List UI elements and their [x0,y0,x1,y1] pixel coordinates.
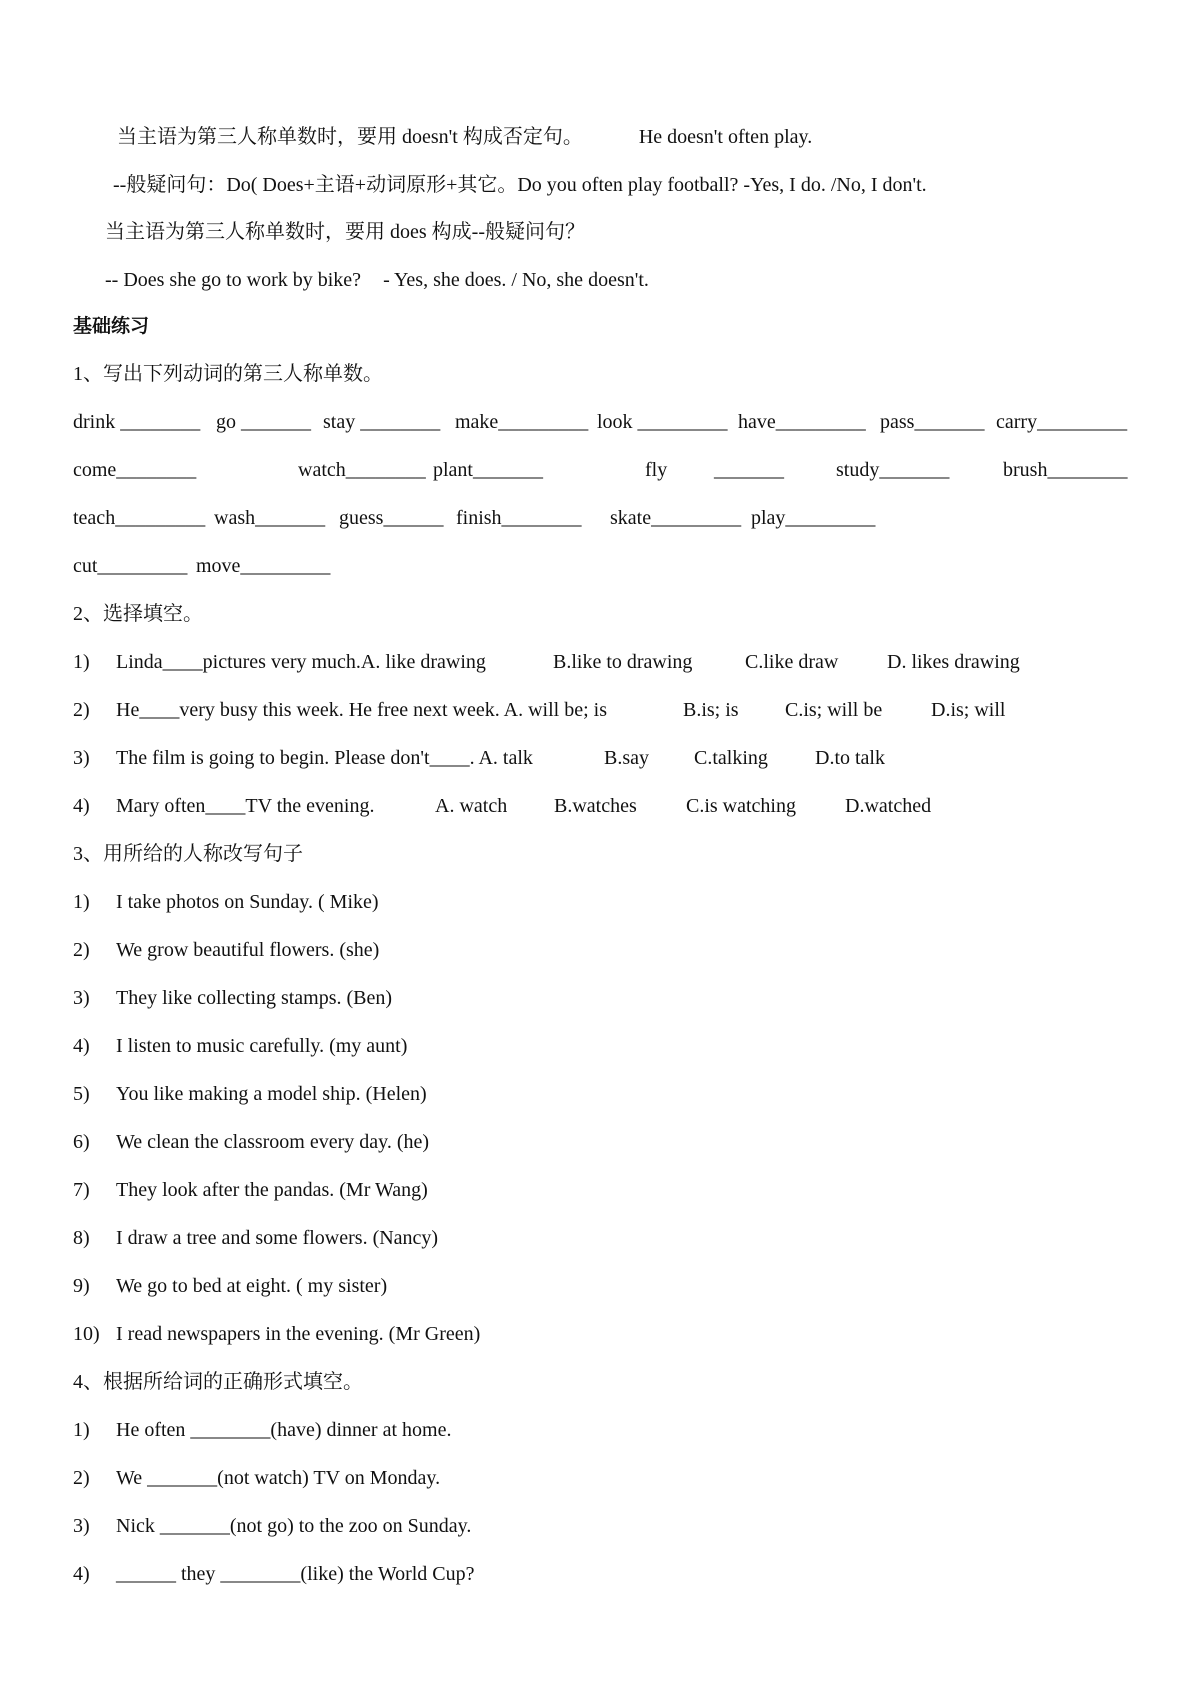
question-number: 4) [73,795,90,817]
section-2-title: 2、选择填空。 [73,603,203,625]
question-number: 9) [73,1275,90,1297]
question-text: I read newspapers in the evening. (Mr Green) [116,1323,481,1345]
option-c: C.is watching [686,795,796,817]
section-3-title: 3、用所给的人称改写句子 [73,843,303,865]
question-text: We go to bed at eight. ( my sister) [116,1275,388,1297]
option-a: A. watch [435,795,508,817]
question-number: 1) [73,1419,90,1441]
verb-item: look _________ [597,411,728,433]
verb-item: wash_______ [214,507,326,529]
intro-line-3: 当主语为第三人称单数时，要用 does 构成--般疑问句？ [105,221,585,243]
option-b: B.say [604,747,649,769]
verb-item: finish________ [456,507,582,529]
verb-item: fly [645,459,668,481]
intro-answer-example: - Yes, she does. / No, she doesn't. [383,269,649,291]
option-c: C.is; will be [785,699,883,721]
question-number: 5) [73,1083,90,1105]
verb-item: carry_________ [996,411,1128,433]
question-text: He____very busy this week. He free next week. A. will be; is [116,699,607,721]
question-number: 3) [73,1515,90,1537]
verb-item: move_________ [196,555,331,577]
verb-item: study_______ [836,459,950,481]
question-number: 1) [73,891,90,913]
intro-question-example: -- Does she go to work by bike? [105,269,362,291]
question-text: They look after the pandas. (Mr Wang) [116,1179,428,1201]
question-number: 2) [73,699,90,721]
question-text: Linda____pictures very much.A. like drawing [116,651,486,673]
question-text: We grow beautiful flowers. (she) [116,939,380,961]
verb-item: make_________ [455,411,589,433]
verb-item: cut_________ [73,555,188,577]
intro-line-1 [117,125,812,149]
question-text: I take photos on Sunday. ( Mike) [116,891,379,913]
question-number: 1) [73,651,90,673]
section-heading: 基础练习 [73,315,150,337]
verb-item: play_________ [751,507,876,529]
option-c: C.like draw [745,651,839,673]
question-number: 3) [73,987,90,1009]
option-c: C.talking [694,747,768,769]
verb-item: _______ [714,459,784,481]
question-text: Mary often____TV the evening. [116,795,375,817]
verb-item: have_________ [738,411,866,433]
section-4-title: 4、根据所给词的正确形式填空。 [73,1371,363,1393]
question-text: We clean the classroom every day. (he) [116,1131,430,1153]
question-number: 2) [73,939,90,961]
intro-line-4 [105,268,649,292]
question-text: We _______(not watch) TV on Monday. [116,1467,441,1489]
question-text: ______ they ________(like) the World Cup? [116,1563,475,1585]
option-b: B.watches [554,795,637,817]
section-1-title: 1、写出下列动词的第三人称单数。 [73,363,383,385]
question-text: Nick _______(not go) to the zoo on Sunday. [116,1515,472,1537]
verb-item: watch________ [298,459,426,481]
verb-item: stay ________ [323,411,441,433]
verb-item: skate_________ [610,507,742,529]
verb-item: come________ [73,459,197,481]
question-text: I draw a tree and some flowers. (Nancy) [116,1227,439,1249]
verb-item: brush________ [1003,459,1128,481]
question-number: 10) [73,1323,100,1345]
intro-example-negative: He doesn't often play. [638,126,813,148]
verb-item: drink ________ [73,411,201,433]
option-b: B.is; is [683,699,739,721]
question-number: 3) [73,747,90,769]
option-b: B.like to drawing [553,651,693,673]
question-number: 4) [73,1035,90,1057]
option-d: D. likes drawing [887,651,1020,673]
option-d: D.to talk [815,747,885,769]
question-text: I listen to music carefully. (my aunt) [116,1035,408,1057]
question-text: He often ________(have) dinner at home. [116,1419,452,1441]
question-number: 4) [73,1563,90,1585]
verb-item: go _______ [216,411,311,433]
question-number: 2) [73,1467,90,1489]
intro-line-2: --般疑问句：Do( Does+主语+动词原形+其它。Do you often play football? -Yes, I do. /No, I don't. [113,174,927,196]
question-number: 6) [73,1131,90,1153]
question-text: You like making a model ship. (Helen) [116,1083,427,1105]
option-d: D.is; will [931,699,1006,721]
question-number: 7) [73,1179,90,1201]
question-text: The film is going to begin. Please don't____. A. talk [116,747,533,769]
verb-item: plant_______ [433,459,543,481]
question-text: They like collecting stamps. (Ben) [116,987,393,1009]
verb-item: teach_________ [73,507,206,529]
verb-item: pass_______ [880,411,985,433]
option-d: D.watched [845,795,932,817]
question-number: 8) [73,1227,90,1249]
verb-item: guess______ [339,507,444,529]
intro-rule-negative: 当主语为第三人称单数时，要用 doesn't 构成否定句。 [117,126,583,148]
